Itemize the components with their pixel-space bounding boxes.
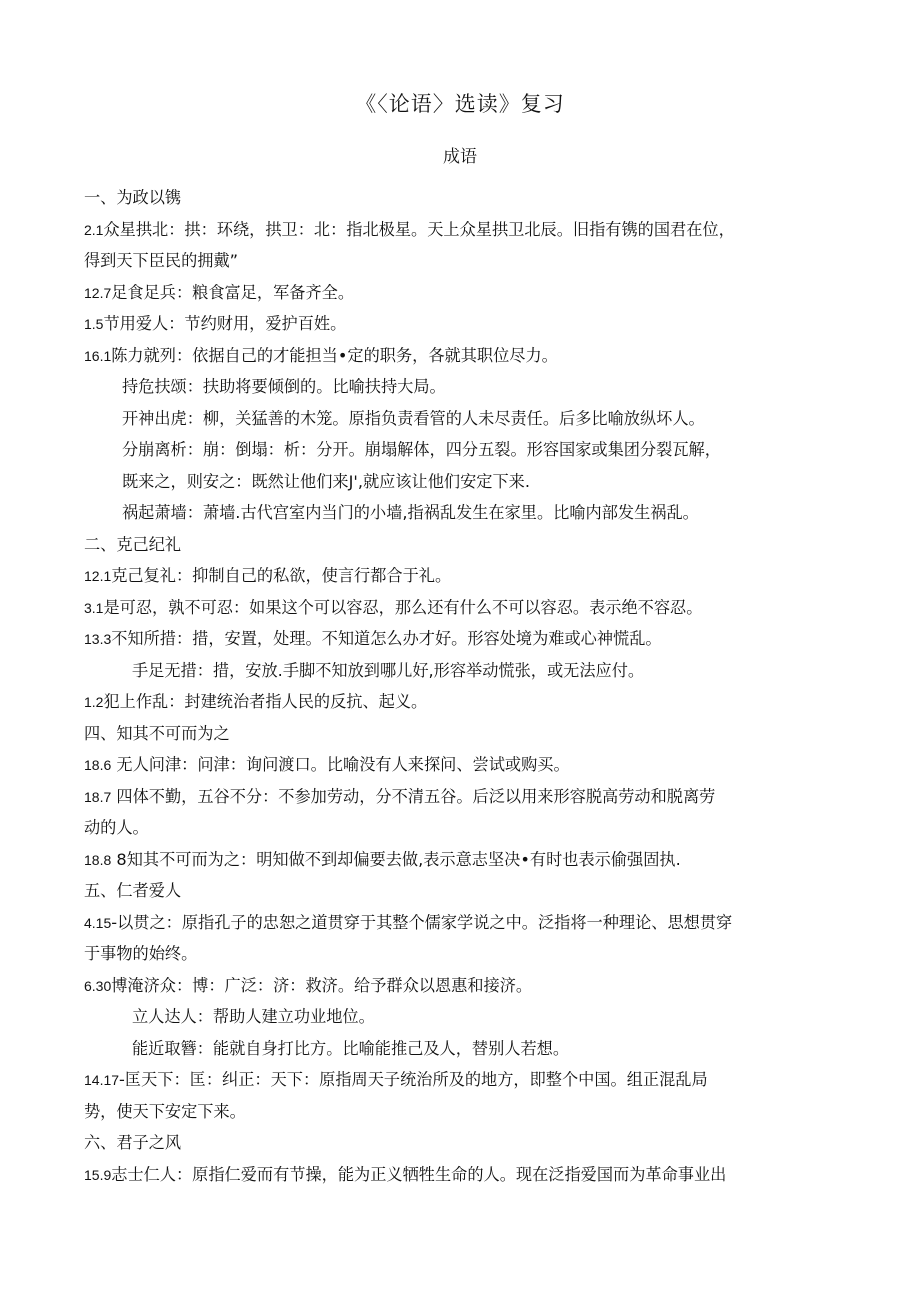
text-line: [84, 1064, 834, 1096]
line-text: 二、克己纪礼: [84, 534, 182, 554]
section-subtitle: 成语: [443, 147, 477, 167]
entry-number: 12.1: [84, 568, 112, 584]
text-line: [84, 277, 834, 309]
line-text: 立人达人：帮助人建立功业地位。: [132, 1007, 375, 1026]
line-text: 开神出虎：柳，关猛善的木笼。原指负责看管的人未尽责任。后多比喻放纵坏人。: [122, 408, 705, 428]
line-text: 四体不勤，五谷不分：不参加劳动，分不清五谷。后泛以用来形容脱高劳动和脱离劳: [111, 786, 716, 806]
line-text: 势，使天下安定下来。: [84, 1101, 246, 1121]
entry-number: 12.7: [84, 284, 112, 301]
text-line: [84, 1096, 834, 1128]
line-text: 动的人。: [84, 818, 149, 837]
line-text: 手足无措：措，安放.手脚不知放到哪儿好,形容举动慌张，或无法应付。: [132, 660, 645, 680]
line-text: 于事物的始终。: [84, 944, 198, 963]
text-line: [84, 655, 834, 687]
line-text: 节用爱人：节约财用，爱护百姓。: [103, 314, 347, 333]
entry-number: 3.1: [84, 599, 104, 616]
line-text: -以贯之：原指孔子的忠恕之道贯穿于其整个儒家学说之中。泛指将一种理论、思想贯穿: [111, 912, 733, 932]
section-heading: [84, 875, 834, 907]
text-line: [84, 781, 834, 813]
line-text: 8知其不可而为之：明知做不到却偏要去做,表示意志坚决•有时也表示偷强固执.: [111, 849, 681, 869]
line-text: 既来之，则安之：既然让他们来J',就应该让他们安定下来.: [122, 471, 531, 491]
section-heading: [84, 529, 834, 561]
text-line: [84, 371, 834, 403]
entry-number: 13.3: [84, 631, 112, 647]
section-heading: [84, 718, 834, 750]
text-line: [84, 214, 834, 246]
line-text: 六、君子之风: [84, 1133, 182, 1152]
text-line: [84, 403, 834, 435]
line-text: 博淹济众：博：广泛：济：救济。给予群众以恩惠和接济。: [111, 975, 533, 995]
text-line: [84, 938, 834, 970]
text-line: [84, 245, 834, 277]
section-heading: [84, 182, 834, 214]
line-text: 分崩离析：崩：倒塌：析：分开。崩塌解体，四分五裂。形容国家或集团分裂瓦解，: [122, 440, 721, 459]
line-text: 得到天下臣民的拥戴”: [84, 251, 239, 270]
line-text: -匡天下：匡：纠正：天下：原指周天子统治所及的地方，即整个中国。组正混乱局: [119, 1070, 708, 1089]
document-title: 《〈论语〉选读》复习: [355, 92, 565, 116]
line-text: 不知所措：措，安置，处理。不知道怎么办才好。形容处境为难或心神慌乱。: [111, 629, 662, 648]
line-text: 志士仁人：原指仁爱而有节操，能为正义牺牲生命的人。现在泛指爱国而为革命事业出: [111, 1164, 727, 1184]
line-text: 众星拱北：拱：环绕，拱卫：北：指北极星。天上众星拱卫北辰。旧指有镌的国君在位，: [103, 219, 735, 239]
text-line: [84, 560, 834, 592]
entry-number: 18.8: [84, 851, 112, 868]
entry-number: 4.15: [84, 914, 112, 931]
text-line: [84, 497, 834, 529]
text-line: [84, 686, 834, 718]
entry-number: 18.7: [84, 788, 112, 805]
line-text: 持危扶颂：扶助将要倾倒的。比喻扶持大局。: [122, 377, 446, 396]
section-heading: [84, 1127, 834, 1159]
text-line: [84, 1001, 834, 1033]
line-text: 无人问津：问津：询问渡口。比喻没有人来探问、尝试或购买。: [111, 755, 570, 774]
line-text: 克己复礼：抑制自己的私欲，使言行都合于礼。: [111, 566, 452, 585]
entry-number: 15.9: [84, 1166, 112, 1183]
text-line: [84, 1159, 834, 1191]
entry-number: 16.1: [84, 347, 112, 364]
text-line: [84, 844, 834, 876]
entry-number: 6.30: [84, 977, 112, 994]
text-line: [84, 1033, 834, 1065]
text-line: [84, 812, 834, 844]
text-line: [84, 970, 834, 1002]
line-text: 一、为政以镌: [84, 188, 182, 207]
text-line: [84, 592, 834, 624]
entry-number: 18.6: [84, 757, 112, 773]
line-text: 祸起萧墙：萧墙.古代宫室内当门的小墙,指祸乱发生在家里。比喻内部发生祸乱。: [122, 503, 699, 522]
text-line: [84, 749, 834, 781]
text-line: [84, 308, 834, 340]
line-text: 五、仁者爱人: [84, 881, 182, 900]
text-line: [84, 466, 834, 498]
line-text: 能近取簪：能就自身打比方。比喻能推己及人，替别人若想。: [132, 1038, 570, 1058]
entry-number: 1.2: [84, 694, 104, 710]
entry-number: 14.17: [84, 1072, 120, 1088]
text-line: [84, 434, 834, 466]
entry-number: 1.5: [84, 316, 104, 332]
document-body: [84, 182, 834, 1190]
text-line: [84, 340, 834, 372]
text-line: [84, 907, 834, 939]
line-text: 是可忍，孰不可忍：如果这个可以容忍，那么还有什么不可以容忍。表示绝不容忍。: [103, 597, 703, 617]
line-text: 陈力就列：依据自己的才能担当•定的职务，各就其职位尽力。: [111, 345, 558, 365]
line-text: 犯上作乱：封建统治者指人民的反抗、起义。: [103, 692, 428, 711]
entry-number: 2.1: [84, 221, 104, 238]
text-line: [84, 623, 834, 655]
line-text: 足食足兵：粮食富足，军备齐全。: [111, 282, 355, 302]
line-text: 四、知其不可而为之: [84, 723, 230, 743]
